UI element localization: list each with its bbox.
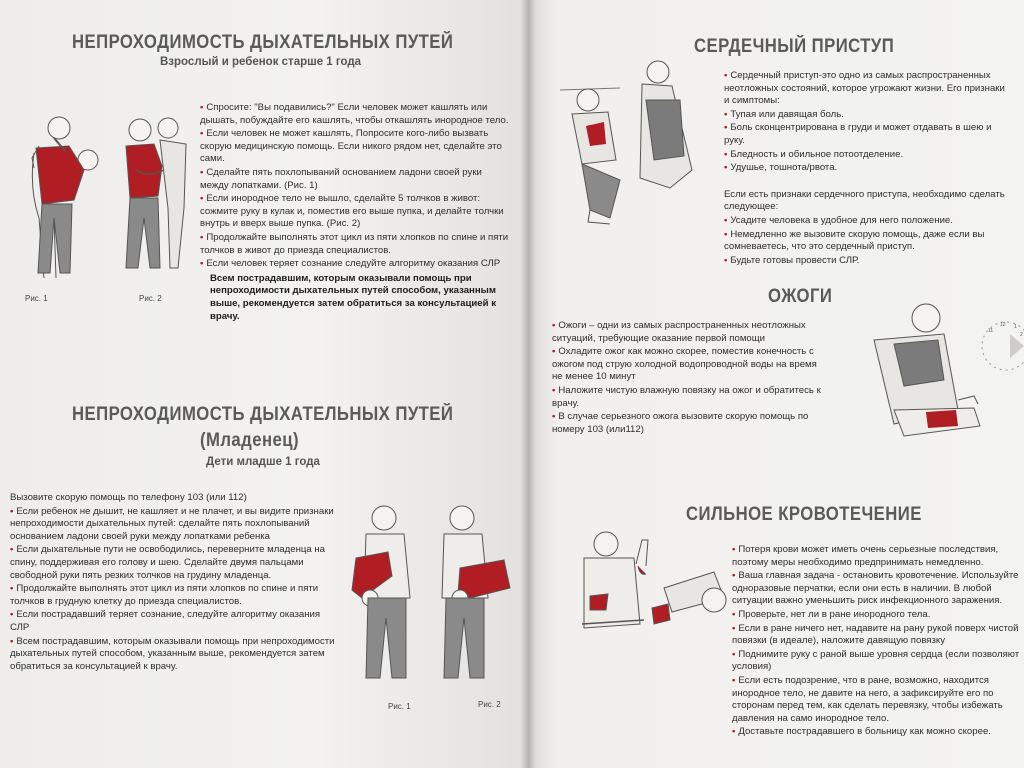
clock-number: 11 [988, 328, 994, 334]
heart-attack-lead2: Если есть признаки сердечного приступа, необходимо сделать следующее: [724, 188, 1005, 213]
airway-infant-title: НЕПРОХОДИМОСТЬ ДЫХАТЕЛЬНЫХ ПУТЕЙ [72, 404, 454, 425]
infant-fig1-caption: Рис. 1 [388, 702, 411, 711]
list-item: • Спросите: "Вы подавились?" Если человек может кашлять или дышать, побуждайте его кашлять, чтобы откашлять инородное тело. [200, 102, 509, 126]
bleeding-title: СИЛЬНОЕ КРОВОТЕЧЕНИЕ [686, 504, 922, 525]
list-item: • Ваша главная задача - остановить кровотечение. Используйте одноразовые перчатки, если они есть в наличии. В любой ситуации важно уменьшить риск инфекционного заражения. [732, 570, 1019, 607]
list-item: • Если в ране ничего нет, надавите на рану рукой поверх чистой повязки (в идеале), наложите давящую повязку [732, 622, 1019, 647]
infant-back-blows-illustration [344, 498, 430, 694]
list-item: • Если дыхательные пути не освободились, переверните младенца на спину, поддерживая его голову и шею. Сделайте двумя пальцами свободной руки пять резких толчков на грудину младенца. [10, 544, 325, 581]
list-item: • Сделайте пять похлопываний основанием ладони своей руки между лопатками. (Рис. 1) [200, 166, 482, 191]
clock-number: 1 [1014, 324, 1017, 330]
airway-adult-list [200, 102, 512, 324]
fig1-caption: Рис. 1 [25, 294, 48, 303]
clock-icon [970, 314, 1024, 378]
list-item: • Тупая или давящая боль. [724, 108, 844, 120]
airway-adult-title: НЕПРОХОДИМОСТЬ ДЫХАТЕЛЬНЫХ ПУТЕЙ [72, 32, 454, 53]
airway-infant-subtitle: Дети младше 1 года [206, 456, 320, 468]
list-item: • Немедленно же вызовите скорую помощь, даже если вы сомневаетесь, что это сердечный приступ. [724, 228, 985, 253]
list-item: • Наложите чистую влажную повязку на ожог и обратитесь к врачу. [552, 384, 821, 409]
right-page [528, 0, 1024, 768]
list-item: • Если человек теряет сознание следуйте алгоритму оказания СЛР [200, 258, 501, 270]
clock-number: 2 [1020, 332, 1023, 338]
list-item: • Бледность и обильное потоотделение. [724, 148, 904, 160]
heart-attack-title: СЕРДЕЧНЫЙ ПРИСТУП [694, 36, 895, 57]
infant-fig2-caption: Рис. 2 [478, 700, 501, 709]
list-item: • Ожоги – одни из самых распространенных неотложных ситуаций, требующие оказание первой помощи [552, 320, 806, 344]
list-item: • Доставьте пострадавшего в больницу как можно скорее. [732, 726, 991, 738]
clock-number: 12 [1000, 322, 1006, 328]
list-item: • Если пострадавший теряет сознание, следуйте алгоритму оказания СЛР [10, 609, 321, 633]
airway-infant-list [10, 492, 340, 674]
list-item: • В случае серьезного ожога вызовите скорую помощь по номеру 103 (или112) [552, 411, 809, 435]
list-item: • Удушье, тошнота/рвота. [724, 162, 838, 174]
list-item: • Поднимите руку с раной выше уровня сердца (если позволяют условия) [732, 648, 1020, 673]
heart-attack-list [724, 70, 1012, 268]
bleeding-illustration [554, 528, 730, 668]
adult-back-blows-illustration [14, 108, 114, 290]
list-item: • Если инородное тело не вышло, сделайте 5 толчков в живот: сожмите руку в кулак и, поместив его выше пупка, и делайте толчки внутрь и вверх выше пупка. (Рис. 2) [200, 193, 504, 230]
burns-title: ОЖОГИ [768, 286, 833, 307]
adult-abdominal-thrusts-illustration [108, 108, 198, 290]
list-item: • Потеря крови может иметь очень серьезные последствия, поэтому меры необходимо предпринимать немедленно. [732, 544, 999, 568]
airway-adult-note: Всем пострадавшим, которым оказывали помощь при непроходимости дыхательных путей способом, указанным выше, рекомендуется затем обратиться за консультацией к врачу. [210, 272, 496, 322]
list-item: • Усадите человека в удобное для него положение. [724, 214, 953, 226]
infant-chest-thrusts-illustration [430, 498, 520, 694]
airway-adult-subtitle: Взрослый и ребенок старше 1 года [160, 56, 362, 68]
bleeding-list [732, 544, 1020, 740]
fig2-caption: Рис. 2 [139, 294, 162, 303]
list-item: • Если ребенок не дышит, не кашляет и не плачет, и вы видите признаки непроходимости дыхательных путей: сделайте пять похлопываний основанием ладони своей руки между лопатками ребенка [10, 505, 334, 542]
infant-intro: Вызовите скорую помощь по телефону 103 (или 112) [10, 492, 247, 503]
list-item: • Проверьте, нет ли в ране инородного тела. [732, 608, 931, 620]
list-item: • Будьте готовы провести СЛР. [724, 254, 860, 266]
list-item: • Сердечный приступ-это одно из самых распространенных неотложных состояний, которое угрожают жизни. Его признаки и симптомы: [724, 70, 1005, 107]
list-item: • Всем пострадавшим, которым оказывали помощь при непроходимости дыхательных путей способом, указанным выше, рекомендуется затем обратиться за консультацией к врачу. [10, 635, 335, 672]
list-item: • Если есть подозрение, что в ране, возможно, находится инородное тело, не давите на него, а зафиксируйте его по сторонам перед тем, как сделать перевязку, чтобы избежать давления на само инородное тело. [732, 674, 1003, 724]
list-item: • Продолжайте выполнять этот цикл из пяти хлопков по спине и пяти толчков в живот до приезда специалистов. [200, 231, 509, 256]
heart-attack-illustration [560, 60, 728, 230]
list-item: • Если человек не может кашлять, Попросите кого-либо вызвать скорую медицинскую помощь. Если никого рядом нет, сделайте это сами. [200, 128, 502, 165]
list-item: • Продолжайте выполнять этот цикл из пяти хлопков по спине и пяти толчков в грудную клетку до приезда специалистов. [10, 583, 319, 607]
burns-list [552, 320, 830, 437]
book-crease [520, 0, 536, 768]
burns-illustration [834, 300, 984, 468]
list-item: • Боль сконцентрирована в груди и может отдавать в шею и руку. [724, 122, 992, 146]
airway-infant-title2: (Младенец) [200, 430, 299, 451]
list-item: • Охладите ожог как можно скорее, поместив конечность с ожогом под струю холодной водопроводной воды на время не менее 10 минут [552, 346, 817, 383]
